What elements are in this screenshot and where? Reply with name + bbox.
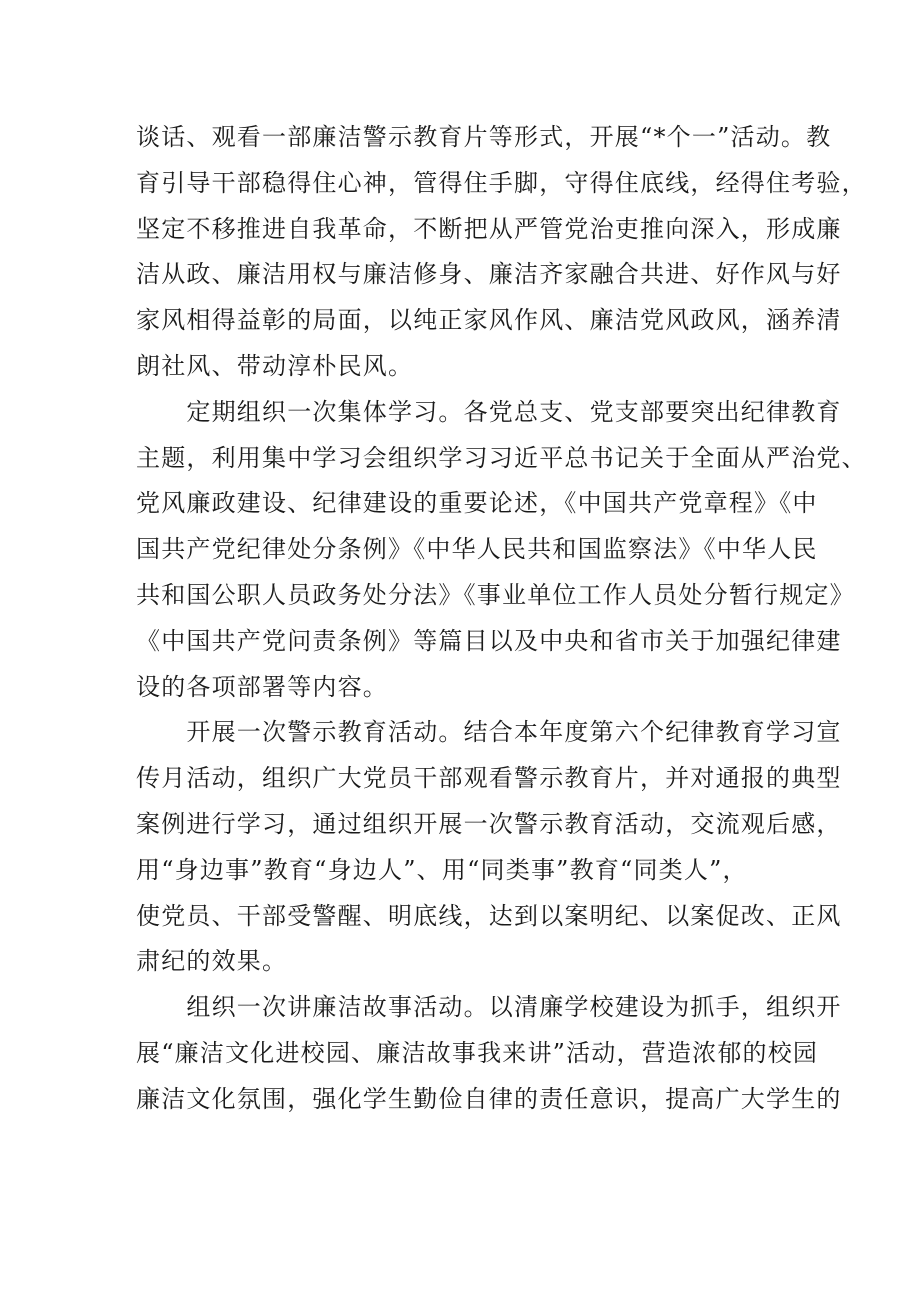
paragraph-2-line-2: 主题，利用集中学习会组织学习习近平总书记关于全面从严治党、 [136,443,867,472]
paragraph-4-line-1: 组织一次讲廉洁故事活动。以清廉学校建设为抓手，组织开 [136,993,842,1022]
paragraph-4-line-2: 展“廉洁文化进校园、廉洁故事我来讲”活动，营造浓郁的校园 [136,1038,819,1067]
paragraph-2-line-7: 设的各项部署等内容。 [136,672,388,701]
paragraph-3-line-6: 肃纪的效果。 [136,947,288,976]
paragraph-3-line-4: 用“身边事”教育“身边人”、用“同类事”教育“同类人”， [136,855,748,884]
paragraph-1-line-2: 育引导干部稳得住心神，管得住手脚，守得住底线，经得住考验， [136,168,867,197]
paragraph-1-line-5: 家风相得益彰的局面，以纯正家风作风、廉洁党风政风，涵养清 [136,306,842,335]
paragraph-3-line-3: 案例进行学习，通过组织开展一次警示教育活动，交流观后感， [136,809,842,838]
document-body [136,115,867,1123]
paragraph-1-line-6: 朗社风、带动淳朴民风。 [136,351,414,380]
paragraph-3-line-2: 传月活动，组织广大党员干部观看警示教育片，并对通报的典型 [136,764,842,793]
paragraph-1-line-4: 洁从政、廉洁用权与廉洁修身、廉洁齐家融合共进、好作风与好 [136,260,842,289]
paragraph-1-line-3: 坚定不移推进自我革命，不断把从严管党治吏推向深入，形成廉 [136,214,842,243]
paragraph-4-line-3: 廉洁文化氛围，强化学生勤俭自律的责任意识，提高广大学生的 [136,1084,842,1113]
paragraph-2-line-5: 共和国公职人员政务处分法》《事业单位工作人员处分暂行规定》 [136,580,855,609]
paragraph-2-line-1: 定期组织一次集体学习。各党总支、党支部要突出纪律教育 [136,397,842,426]
paragraph-3-line-5: 使党员、干部受警醒、明底线，达到以案明纪、以案促改、正风 [136,901,842,930]
paragraph-1-line-1: 谈话、观看一部廉洁警示教育片等形式，开展“*个一”活动。教 [136,123,832,151]
paragraph-2-line-4: 国共产党纪律处分条例》《中华人民共和国监察法》《中华人民 [136,535,818,564]
paragraph-3-line-1: 开展一次警示教育活动。结合本年度第六个纪律教育学习宣 [136,718,842,747]
paragraph-2-line-6: 《中国共产党问责条例》等篇目以及中央和省市关于加强纪律建 [136,626,842,655]
paragraph-2-line-3: 党风廉政建设、纪律建设的重要论述，《中国共产党章程》《中 [136,489,818,518]
